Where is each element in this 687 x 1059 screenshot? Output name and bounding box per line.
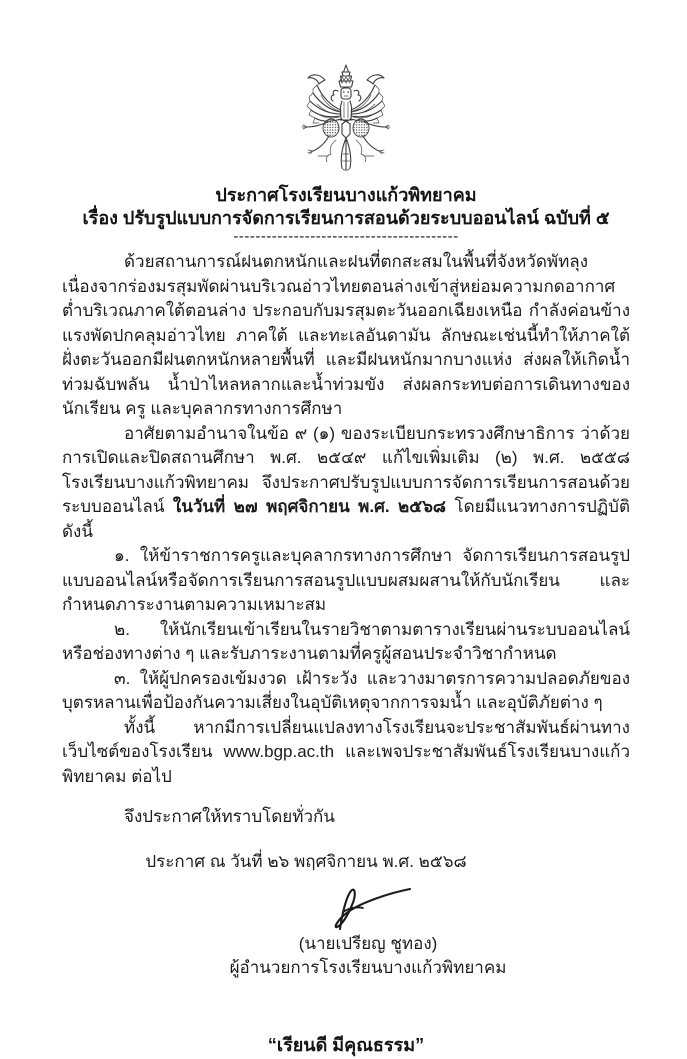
signer-name: (นายเปรียญ ชูทอง)	[298, 934, 438, 953]
paragraph-authority	[62, 422, 630, 545]
paragraph-authority-tail: โดยมีแนวทางการปฏิบัติดังนี้	[62, 497, 631, 541]
document-title-line2: เรื่อง ปรับรูปแบบการจัดการเรียนการสอนด้วยระบบออนไลน์ ฉบับที่ ๕	[82, 208, 610, 228]
paragraph-situation: ด้วยสถานการณ์ฝนตกหนักและฝนที่ตกสะสมในพื้นที่จังหวัดพัทลุง เนื่องจากร่องมรสุมพัดผ่านบริเวณอ่าวไทยตอนล่างเข้าสู่หย่อมความกดอากาศต่ำบริเวณภาคใต้ตอนล่าง ประกอบกับมรสุมตะวันออกเฉียงเหนือ กำลังค่อนข้างแรงพัดปกคลุมอ่าวไทย ภาคใต้ และทะเลอันดามัน ลักษณะเช่นนี้ทำให้ภาคใต้ฝั่งตะวันออกมีฝนตกหนักหลายพื้นที่ และมีฝนหนักมากบางแห่ง ส่งผลให้เกิดน้ำท่วมฉับพลัน น้ำป่าไหลหลากและน้ำท่วมขัง ส่งผลกระทบต่อการเดินทางของนักเรียน ครู และบุคลากรทางการศึกษา	[62, 252, 630, 418]
garuda-emblem-icon	[298, 64, 394, 178]
divider-dashes: -----------------------------------------	[233, 228, 459, 245]
announcement-date-line: ประกาศ ณ วันที่ ๒๖ พฤศจิกายน พ.ศ. ๒๕๖๘	[145, 851, 467, 871]
paragraph-announce: จึงประกาศให้ทราบโดยทั่วกัน	[124, 807, 335, 826]
document-title-line1: ประกาศโรงเรียนบางแก้วพิทยาคม	[215, 185, 477, 205]
school-slogan: “เรียนดี มีคุณธรรม”	[267, 1035, 425, 1055]
list-item-1: ๑. ให้ข้าราชการครูและบุคลากรทางการศึกษา จัดการเรียนการสอนรูปแบบออนไลน์หรือจัดการเรียนการสอนรูปแบบผสมผสานให้กับนักเรียน และกำหนดภาระงานตามความเหมาะสม	[62, 546, 630, 614]
document-content	[0, 64, 687, 1059]
signer-title: ผู้อำนวยการโรงเรียนบางแก้วพิทยาคม	[229, 958, 507, 977]
signature-block	[106, 882, 630, 980]
list-item-2: ๒. ให้นักเรียนเข้าเรียนในรายวิชาตามตารางเรียนผ่านระบบออนไลน์ หรือช่องทางต่าง ๆ และรับภาระงานตามที่ครูผู้สอนประจำวิชากำหนด	[62, 619, 630, 663]
effective-date-bold: ในวันที่ ๒๗ พฤศจิกายน พ.ศ. ๒๕๖๘	[172, 497, 447, 516]
list-item-3: ๓. ให้ผู้ปกครองเข้มงวด เฝ้าระวัง และวางมาตรการความปลอดภัยของบุตรหลานเพื่อป้องกันความเสี่ยงในอุบัติเหตุจากการจมน้ำ และอุบัติภัยต่าง ๆ	[62, 668, 630, 712]
document-body	[62, 250, 630, 830]
handwritten-signature-icon	[318, 882, 418, 932]
announcement-document	[0, 64, 687, 1055]
paragraph-authority-text: อาศัยตามอำนาจในข้อ ๙ (๑) ของระเบียบกระทรวงศึกษาธิการ ว่าด้วยการเปิดและปิดสถานศึกษา พ.ศ. ๒๕๔๙ แก้ไขเพิ่มเติม (๒) พ.ศ. ๒๕๕๘ โรงเรียนบางแก้วพิทยาคม จึงประกาศปรับรูปแบบการจัดการเรียนการสอนด้วยระบบออนไลน์	[62, 423, 630, 516]
paragraph-closing: ทั้งนี้ หากมีการเปลี่ยนแปลงทางโรงเรียนจะประชาสัมพันธ์ผ่านทางเว็บไซต์ของโรงเรียน www.bgp.ac.th และเพจประชาสัมพันธ์โรงเรียนบางแก้วพิทยาคม ต่อไป	[62, 717, 630, 786]
